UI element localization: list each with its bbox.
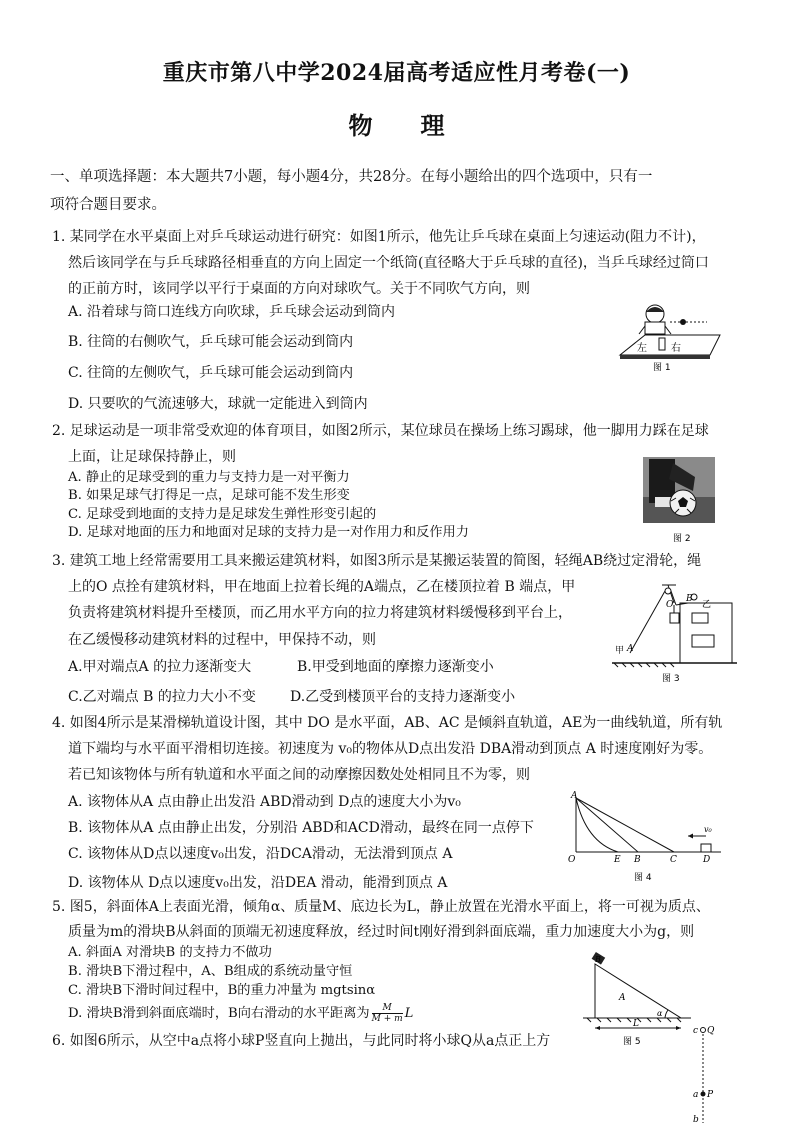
q3-option-b: B.甲受到地面的摩擦力逐渐变小 <box>297 659 494 675</box>
q4-option-a: A. 该物体从A 点由静止出发沿 ABD滑动到 D点的速度大小为v₀ <box>68 794 461 810</box>
q5-fig-label-b: B <box>595 955 601 964</box>
q6-fig-label-c: c <box>693 1026 699 1036</box>
q4-stem-3: 若已知该物体与所有轨道和水平面之间的动摩擦因数处处相同且不为零，则 <box>68 767 530 783</box>
figure-5 <box>583 950 693 1050</box>
q5-fraction-denominator: M + m <box>371 1014 403 1024</box>
q1-option-d: D. 只要吹的气流速够大，球就一定能进入到筒内 <box>68 396 368 412</box>
subject-char-1: 物 <box>348 111 373 140</box>
q5-fig-label-a: A <box>619 993 626 1003</box>
section-heading-line2: 项符合题目要求。 <box>50 197 166 213</box>
q6-fig-label-a: a <box>693 1090 699 1100</box>
q3-option-c: C.乙对端点 B 的拉力大小不变 <box>68 689 256 705</box>
figure-2-caption: 图 2 <box>673 534 691 544</box>
q4-option-c: C. 该物体从D点以速度v₀出发，沿DCA滑动，无法滑到顶点 A <box>68 846 453 862</box>
section-heading-line1: 一、单项选择题：本大题共7小题，每小题4分，共28分。在每小题给出的四个选项中，只有一 <box>50 169 653 185</box>
q1-option-c: C. 往筒的左侧吹气，乒乓球可能会运动到筒内 <box>68 365 354 381</box>
q4-option-d: D. 该物体从 D点以速度v₀出发，沿DEA 滑动，能滑到顶点 A <box>68 875 448 891</box>
q2-stem-1: 2. 足球运动是一项非常受欢迎的体育项目，如图2所示，某位球员在操场上练习踢球，他一脚用力踩在足球 <box>52 423 709 439</box>
q4-stem-1: 4. 如图4所示是某滑梯轨道设计图，其中 DO 是水平面，AB、AC 是倾斜直轨道，AE为一曲线轨道，所有轨 <box>52 715 723 731</box>
q2-option-a: A. 静止的足球受到的重力与支持力是一对平衡力 <box>68 470 350 485</box>
q3-fig-label-a: A <box>627 644 634 654</box>
q5-option-a: A. 斜面A 对滑块B 的支持力不做功 <box>68 945 272 960</box>
subject-char-2: 理 <box>420 111 445 140</box>
q3-fig-label-b: B <box>686 594 693 604</box>
q1-option-a: A. 沿着球与筒口连线方向吹球，乒乓球会运动到筒内 <box>68 304 396 320</box>
q4-fig-label-a: A <box>571 791 578 801</box>
q6-fig-label-q: Q <box>707 1026 715 1036</box>
q6-fig-label-b: b <box>693 1115 699 1123</box>
q4-fig-label-v0: v₀ <box>704 825 712 834</box>
q1-option-b: B. 往筒的右侧吹气，乒乓球可能会运动到筒内 <box>68 334 354 350</box>
q6-fig-label-p: P <box>707 1090 714 1100</box>
q2-option-c: C. 足球受到地面的支持力是足球发生弹性形变引起的 <box>68 507 377 522</box>
q1-stem-3: 的正前方时，该同学以平行于桌面的方向对球吹气。关于不同吹气方向，则 <box>68 281 530 297</box>
q5-fraction <box>372 1003 403 1024</box>
q3-option-d: D.乙受到楼顶平台的支持力逐渐变小 <box>290 689 516 705</box>
q5-option-b: B. 滑块B下滑过程中，A、B组成的系统动量守恒 <box>68 964 353 979</box>
figure-5-caption: 图 5 <box>623 1037 641 1047</box>
q4-fig-label-o: O <box>568 855 576 865</box>
q1-fig-left-label: 左 <box>637 343 647 354</box>
q1-stem-2: 然后该同学在与乒乓球路径相垂直的方向上固定一个纸筒(直径略大于乒乓球的直径)，当乒乓球经过筒口 <box>68 255 709 271</box>
figure-3 <box>612 573 737 685</box>
q6-stem-1: 6. 如图6所示，从空中a点将小球P竖直向上抛出，与此同时将小球Q从a点正上方 <box>52 1033 551 1049</box>
q3-fig-label-o: O <box>666 600 674 610</box>
q3-stem-2: 上的O 点拴有建筑材料，甲在地面上拉着长绳的A端点，乙在楼顶拉着 B 端点，甲 <box>68 579 576 595</box>
figure-1-caption: 图 1 <box>653 363 671 373</box>
q5-option-c: C. 滑块B下滑时间过程中，B的重力冲量为 mgtsinα <box>68 983 376 998</box>
q4-fig-label-c: C <box>670 855 677 865</box>
q4-stem-2: 道下端均与水平面平滑相切连接。初速度为 v₀的物体从D点出发沿 DBA滑动到顶点 A 时速度刚好为零。 <box>68 741 713 757</box>
subject-heading <box>0 106 793 141</box>
q3-fig-label-jia: 甲 <box>615 646 625 656</box>
q5-option-d <box>68 1003 413 1024</box>
q5-option-d-text: D. 滑块B滑到斜面底端时，B向右滑动的水平距离为 <box>68 1006 370 1021</box>
q5-fig-label-alpha: α <box>657 1009 663 1018</box>
q5-option-d-l: L <box>404 1006 414 1021</box>
q3-stem-4: 在乙缓慢移动建筑材料的过程中，甲保持不动，则 <box>68 632 376 648</box>
q3-option-a: A.甲对端点A 的拉力逐渐变大 <box>68 659 252 675</box>
exam-title: 重庆市第八中学2024届高考适应性月考卷(一) <box>162 60 631 86</box>
q4-fig-label-b: B <box>634 855 641 865</box>
q5-stem-1: 5. 图5，斜面体A上表面光滑，倾角α、质量M、底边长为L，静止放置在光滑水平面上，将一可视为质点、 <box>52 899 710 915</box>
q3-stem-1: 3. 建筑工地上经常需要用工具来搬运建筑材料，如图3所示是某搬运装置的简图，轻绳AB绕过定滑轮，绳 <box>52 553 702 569</box>
q4-fig-label-d: D <box>703 855 711 865</box>
q2-option-b: B. 如果足球气打得足一点，足球可能不发生形变 <box>68 488 350 503</box>
q4-option-b: B. 该物体从A 点由静止出发，分别沿 ABD和ACD滑动，最终在同一点停下 <box>68 820 534 836</box>
q1-stem-1: 1. 某同学在水平桌面上对乒乓球运动进行研究：如图1所示，他先让乒乓球在桌面上匀速运动(阻力不计)， <box>52 229 706 245</box>
q5-stem-2: 质量为m的滑块B从斜面的顶端无初速度释放，经过时间t刚好滑到斜面底端，重力加速度大小为g，则 <box>68 924 695 940</box>
figure-4-caption: 图 4 <box>634 873 652 883</box>
figure-3-caption: 图 3 <box>662 674 680 684</box>
figure-4 <box>566 790 726 885</box>
q3-fig-label-yi: 乙 <box>702 600 712 610</box>
q2-stem-2: 上面，让足球保持静止，则 <box>68 449 236 465</box>
q3-stem-3: 负责将建筑材料提升至楼顶，而乙用水平方向的拉力将建筑材料缓慢移到平台上， <box>68 605 572 621</box>
figure-1 <box>615 300 725 380</box>
q5-fraction-numerator: M <box>372 1003 403 1014</box>
figure-6 <box>680 1016 730 1123</box>
q1-fig-right-label: 右 <box>671 343 681 354</box>
q2-option-d: D. 足球对地面的压力和地面对足球的支持力是一对作用力和反作用力 <box>68 525 469 540</box>
figure-2-photo <box>643 457 715 545</box>
q5-fig-label-l: L <box>633 1019 639 1029</box>
q4-fig-label-e: E <box>614 855 621 865</box>
